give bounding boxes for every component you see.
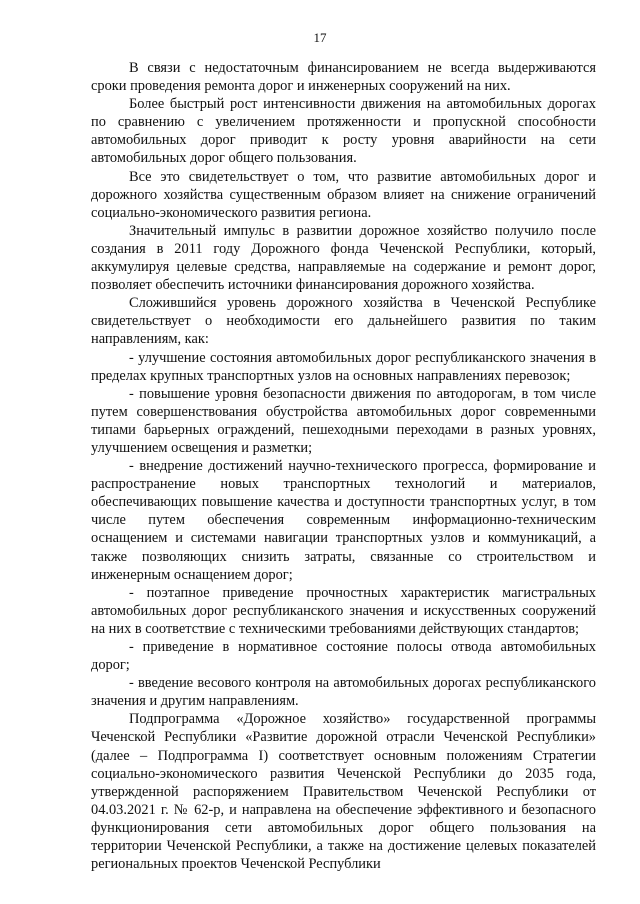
- list-item-traffic-safety: - повышение уровня безопасности движения по автодорогам, в том числе путем совершенствования обустройства автомобильных дорог современными типами барьерных ограждений, пешеходными переходами в разных уровнях, улучшением освещения и разметки;: [91, 385, 596, 456]
- paragraph-directions-intro: Сложившийся уровень дорожного хозяйства в Чеченской Республике свидетельствует о необходимости его дальнейшего развития по таким направлениям, как:: [91, 295, 596, 348]
- paragraph-road-fund: Значительный импульс в развитии дорожное хозяйство получило после создания в 2011 году Дорожного фонда Чеченской Республики, который, аккумулируя целевые средства, направляемые на содержание и ремонт дорог, позволяет обеспечить источники финансирования дорожного хозяйства.: [91, 222, 596, 294]
- list-item-road-condition: - улучшение состояния автомобильных дорог республиканского значения в пределах крупных транспортных узлов на основных направлениях перевозок;: [91, 349, 596, 384]
- paragraph-subprogram: Подпрограмма «Дорожное хозяйство» государственной программы Чеченской Республики «Развитие дорожной отрасли Чеченской Республики» (далее – Подпрограмма I) соответствует основным положениям Стратегии социально-экономического развития Чеченской Республики до 2035 года, утвержденной распоряжением Правительством Чеченской Республики от 04.03.2021 г. № 62-р, и направлена на обеспечение эффективного и безопасного функционирования сети автомобильных дорог общего пользования на территории Чеченской Республики, а также на достижение целевых показателей региональных проектов Чеченской Республики: [91, 711, 596, 873]
- list-item-right-of-way: - приведение в нормативное состояние полосы отвода автомобильных дорог;: [91, 639, 596, 674]
- list-item-strength-standards: - поэтапное приведение прочностных характеристик магистральных автомобильных дорог республиканского значения и искусственных сооружений на них в соответствие с техническими требованиями действующих стандартов;: [91, 584, 596, 637]
- list-item-weight-control: - введение весового контроля на автомобильных дорогах республиканского значения и другим направлениям.: [91, 675, 596, 710]
- paragraph-development-impact: Все это свидетельствует о том, что развитие автомобильных дорог и дорожного хозяйства существенным образом влияет на снижение ограничений социально-экономического развития региона.: [91, 168, 596, 221]
- page-number: 17: [313, 30, 327, 45]
- list-item-technology: - внедрение достижений научно-технического прогресса, формирование и распространение новых транспортных технологий и материалов, обеспечивающих повышение качества и доступности транспортных услуг, в том числе путем обеспечения современным информационно-техническим оснащением и системами навигации транспортных узлов и коммуникаций, а также позволяющих снизить затраты, связанные со строительством и инженерным оснащением дорог;: [91, 458, 596, 583]
- document-body: [91, 59, 596, 873]
- paragraph-funding: В связи с недостаточным финансированием не всегда выдерживаются сроки проведения ремонта дорог и инженерных сооружений на них.: [91, 60, 596, 95]
- paragraph-traffic-growth: Более быстрый рост интенсивности движения на автомобильных дорогах по сравнению с увеличением протяженности и пропускной способности автомобильных дорог приводит к росту уровня аварийности на сети автомобильных дорог общего пользования.: [91, 96, 596, 167]
